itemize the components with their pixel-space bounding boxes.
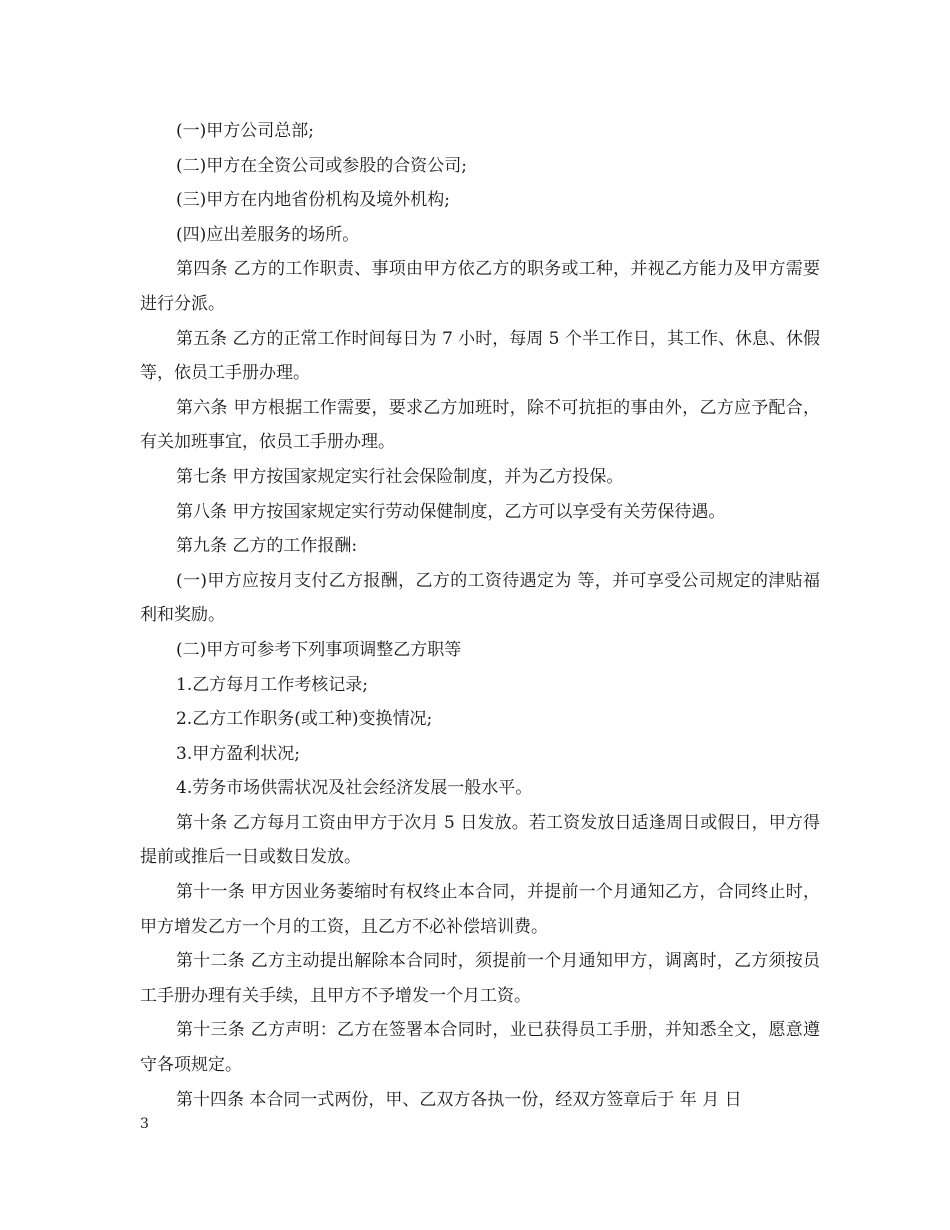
article-7: 第七条 甲方按国家规定实行社会保险制度，并为乙方投保。 [176,466,624,487]
list-item-4: 4.劳务市场供需状况及社会经济发展一般水平。 [176,778,533,799]
article-8: 第八条 甲方按国家规定实行劳动保健制度，乙方可以享受有关劳保待遇。 [176,501,726,522]
article-10: 第十条 乙方每月工资由甲方于次月 5 日发放。若工资发放日适逢周日或假日，甲方得提前或推后一日或数日发放。 [140,812,820,868]
article-9-item-1: (一)甲方应按月支付乙方报酬，乙方的工资待遇定为 等，并可享受公司规定的津贴福利和奖励。 [140,570,820,626]
paragraph-1: (一)甲方公司总部; [176,121,314,141]
article-9-item-2: (二)甲方可参考下列事项调整乙方职等 [176,639,462,660]
article-4: 第四条 乙方的工作职责、事项由甲方依乙方的职务或工种，并视乙方能力及甲方需要进行分派。 [140,259,820,314]
article-14: 第十四条 本合同一式两份，甲、乙双方各执一份，经双方签章后于 年 月 日 [176,1089,742,1110]
paragraph-4: (四)应出差服务的场所。 [176,224,360,245]
document-body [140,114,820,1117]
paragraph-3: (三)甲方在内地省份机构及境外机构; [176,190,450,211]
list-item-3: 3.甲方盈利状况; [176,743,300,764]
article-11: 第十一条 甲方因业务萎缩时有权终止本合同，并提前一个月通知乙方，合同终止时，甲方增发乙方一个月的工资，且乙方不必补偿培训费。 [140,882,820,937]
list-item-1: 1.乙方每月工作考核记录; [176,674,368,695]
paragraph-2: (二)甲方在全资公司或参股的合资公司; [176,155,467,176]
article-9: 第九条 乙方的工作报酬: [176,536,358,557]
page-number: 3 [140,1116,149,1132]
article-12: 第十二条 乙方主动提出解除本合同时，须提前一个月通知甲方，调离时，乙方须按员工手册办理有关手续，且甲方不予增发一个月工资。 [140,951,820,1006]
article-5: 第五条 乙方的正常工作时间每日为 7 小时，每周 5 个半工作日，其工作、休息、休假等，依员工手册办理。 [140,328,820,384]
article-6: 第六条 甲方根据工作需要，要求乙方加班时，除不可抗拒的事由外，乙方应予配合，有关加班事宜，依员工手册办理。 [140,397,820,453]
list-item-2: 2.乙方工作职务(或工种)变换情况; [176,709,433,730]
article-13: 第十三条 乙方声明：乙方在签署本合同时，业已获得员工手册，并知悉全文，愿意遵守各项规定。 [140,1020,820,1076]
